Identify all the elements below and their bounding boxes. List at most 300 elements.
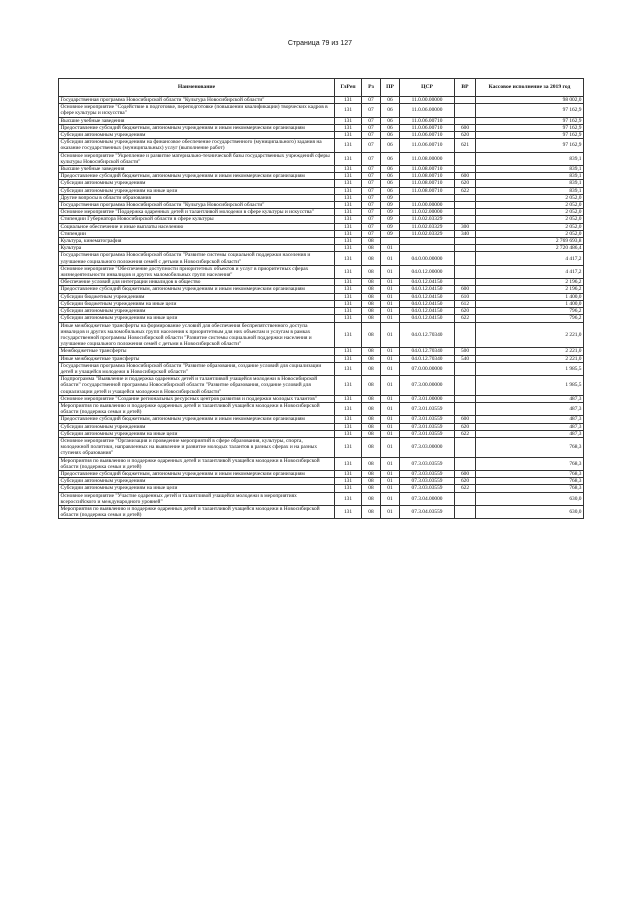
cell-amount: 2 221,0 (476, 322, 584, 348)
cell-grbs: 131 (335, 216, 362, 223)
cell-amount: 768,3 (476, 485, 584, 492)
cell-csr: 11.0.06.00710 (400, 132, 455, 139)
cell-name: Субсидии автономным учреждениям (59, 180, 335, 187)
cell-csr: 04.0.12.04150 (400, 293, 455, 300)
col-header-name: Наименование (59, 79, 335, 97)
cell-rz: 08 (362, 423, 381, 430)
cell-csr: 07.3.01.03559 (400, 416, 455, 423)
cell-grbs: 131 (335, 252, 362, 265)
table-row (59, 117, 584, 124)
cell-grbs: 131 (335, 265, 362, 278)
cell-grbs: 131 (335, 416, 362, 423)
cell-pr: 06 (381, 166, 400, 173)
cell-amount: 487,3 (476, 416, 584, 423)
table-row (59, 376, 584, 396)
cell-rz: 07 (362, 223, 381, 230)
cell-name: Межбюджетные трансферты (59, 348, 335, 355)
cell-vr (455, 202, 476, 209)
cell-csr: 04.0.12.70340 (400, 322, 455, 348)
cell-grbs: 131 (335, 209, 362, 216)
cell-pr: 06 (381, 180, 400, 187)
cell-grbs: 131 (335, 117, 362, 124)
cell-pr: 01 (381, 252, 400, 265)
cell-pr: 09 (381, 194, 400, 201)
table-row (59, 124, 584, 131)
cell-vr: 622 (455, 187, 476, 194)
cell-name: Основное мероприятие "Организация и проведение мероприятий в сфере образования, культуры, спорта, молодежной политики, направленных на выявление и развитие молодых талантов в разных сферах и на разных ступенях образования" (59, 437, 335, 457)
cell-vr (455, 117, 476, 124)
cell-csr: 04.0.00.00000 (400, 252, 455, 265)
cell-pr: 01 (381, 286, 400, 293)
cell-amount: 2 052,0 (476, 216, 584, 223)
cell-grbs: 131 (335, 293, 362, 300)
cell-grbs: 131 (335, 395, 362, 402)
cell-csr (400, 245, 455, 252)
cell-pr: 01 (381, 245, 400, 252)
cell-vr (455, 322, 476, 348)
cell-rz: 08 (362, 395, 381, 402)
cell-rz: 08 (362, 348, 381, 355)
cell-amount: 2 221,0 (476, 355, 584, 362)
cell-vr (455, 104, 476, 117)
table-row (59, 308, 584, 315)
cell-amount: 98 002,0 (476, 97, 584, 104)
cell-name: Мероприятия по выявлению и поддержке одаренных детей и талантливой учащейся молодежи в Новосибирской области (поддержка семьи и детей) (59, 457, 335, 470)
table-body (59, 97, 584, 519)
cell-name: Субсидии автономным учреждениям на иные цели (59, 430, 335, 437)
cell-pr: 01 (381, 315, 400, 322)
cell-vr: 620 (455, 478, 476, 485)
cell-pr: 01 (381, 322, 400, 348)
table-row (59, 457, 584, 470)
table-row (59, 152, 584, 165)
cell-name: Государственная программа Новосибирской области "Развитие системы социальной поддержки населения и улучшение социального положения семей с детьми в Новосибирской области" (59, 252, 335, 265)
cell-rz: 07 (362, 139, 381, 152)
cell-vr: 622 (455, 485, 476, 492)
cell-amount: 1 400,0 (476, 293, 584, 300)
cell-rz: 08 (362, 293, 381, 300)
table-row (59, 362, 584, 375)
cell-pr: 06 (381, 117, 400, 124)
cell-csr: 07.3.03.03559 (400, 485, 455, 492)
cell-name: Субсидии бюджетным учреждениям (59, 293, 335, 300)
table-row (59, 132, 584, 139)
cell-amount: 2 052,0 (476, 223, 584, 230)
cell-amount: 97 162,9 (476, 117, 584, 124)
cell-grbs: 131 (335, 315, 362, 322)
cell-csr: 11.0.06.00710 (400, 124, 455, 131)
cell-amount: 97 162,9 (476, 124, 584, 131)
cell-name: Основное мероприятие "Участие одаренных детей и талантливой учащейся молодежи в мероприятиях всероссийского и международного уровней" (59, 492, 335, 505)
cell-grbs: 131 (335, 152, 362, 165)
cell-rz: 07 (362, 132, 381, 139)
table-row (59, 355, 584, 362)
cell-name: Основное мероприятие "Содействие в подготовке, переподготовке (повышении квалификации) творческих кадров в сфере культуры и искусства" (59, 104, 335, 117)
cell-pr: 06 (381, 124, 400, 131)
cell-vr (455, 402, 476, 415)
budget-execution-table (58, 78, 584, 519)
cell-vr (455, 194, 476, 201)
cell-rz: 08 (362, 470, 381, 477)
table-row (59, 437, 584, 457)
cell-rz: 07 (362, 187, 381, 194)
cell-rz: 07 (362, 209, 381, 216)
cell-vr: 621 (455, 139, 476, 152)
cell-name: Другие вопросы в области образования (59, 194, 335, 201)
cell-rz: 08 (362, 286, 381, 293)
cell-name: Основное мероприятие "Обеспечение доступности приоритетных объектов и услуг в приоритетных сферах жизнедеятельности инвалидов и других маломобильных групп населения" (59, 265, 335, 278)
cell-amount: 839,1 (476, 166, 584, 173)
table-row (59, 187, 584, 194)
cell-csr: 11.0.06.00710 (400, 139, 455, 152)
cell-amount: 768,3 (476, 470, 584, 477)
cell-grbs: 131 (335, 492, 362, 505)
cell-vr: 600 (455, 470, 476, 477)
cell-grbs: 131 (335, 437, 362, 457)
cell-csr: 07.3.00.00000 (400, 376, 455, 396)
cell-name: Субсидии автономным учреждениям (59, 478, 335, 485)
cell-pr: 01 (381, 265, 400, 278)
cell-amount: 2 052,0 (476, 194, 584, 201)
table-row (59, 265, 584, 278)
cell-csr: 04.0.12.04150 (400, 300, 455, 307)
cell-grbs: 131 (335, 139, 362, 152)
cell-rz: 08 (362, 265, 381, 278)
table-row (59, 209, 584, 216)
cell-rz: 07 (362, 117, 381, 124)
cell-amount: 97 162,9 (476, 132, 584, 139)
cell-rz: 07 (362, 230, 381, 237)
cell-grbs: 131 (335, 457, 362, 470)
cell-pr: 01 (381, 505, 400, 518)
table-row (59, 322, 584, 348)
page-header: Страница 79 из 127 (287, 40, 353, 47)
cell-csr: 07.3.03.00000 (400, 437, 455, 457)
cell-vr: 600 (455, 124, 476, 131)
cell-amount: 1 985,5 (476, 376, 584, 396)
cell-amount: 2 221,0 (476, 348, 584, 355)
cell-amount: 796,2 (476, 308, 584, 315)
cell-pr: 01 (381, 478, 400, 485)
cell-grbs: 131 (335, 238, 362, 245)
cell-csr: 04.0.12.04150 (400, 286, 455, 293)
cell-rz: 08 (362, 478, 381, 485)
cell-amount: 2 196,2 (476, 286, 584, 293)
cell-amount: 2 052,0 (476, 209, 584, 216)
cell-vr (455, 279, 476, 286)
cell-csr: 07.0.00.00000 (400, 362, 455, 375)
table-row (59, 252, 584, 265)
cell-pr: 01 (381, 492, 400, 505)
cell-grbs: 131 (335, 104, 362, 117)
cell-rz: 08 (362, 376, 381, 396)
cell-rz: 07 (362, 173, 381, 180)
cell-rz: 08 (362, 485, 381, 492)
cell-grbs: 131 (335, 166, 362, 173)
cell-amount: 768,3 (476, 478, 584, 485)
cell-csr: 07.3.03.03559 (400, 470, 455, 477)
cell-vr (455, 265, 476, 278)
cell-pr: 01 (381, 437, 400, 457)
cell-grbs: 131 (335, 180, 362, 187)
cell-pr: 09 (381, 216, 400, 223)
cell-pr: 01 (381, 300, 400, 307)
cell-pr: 06 (381, 97, 400, 104)
cell-vr (455, 245, 476, 252)
cell-grbs: 131 (335, 322, 362, 348)
cell-rz: 08 (362, 252, 381, 265)
cell-csr: 07.3.01.03559 (400, 402, 455, 415)
cell-vr: 600 (455, 416, 476, 423)
cell-csr: 07.3.03.03559 (400, 478, 455, 485)
cell-name: Государственная программа Новосибирской области "Развитие образования, создание условий для социализации детей и учащейся молодежи в Новосибирской области" (59, 362, 335, 375)
cell-rz: 08 (362, 315, 381, 322)
cell-grbs: 131 (335, 362, 362, 375)
cell-name: Государственная программа Новосибирской области "Культура Новосибирской области" (59, 202, 335, 209)
cell-vr (455, 252, 476, 265)
cell-rz: 07 (362, 180, 381, 187)
table-row (59, 245, 584, 252)
cell-rz: 07 (362, 104, 381, 117)
cell-amount: 2 769 693,8 (476, 238, 584, 245)
cell-grbs: 131 (335, 423, 362, 430)
cell-pr: 01 (381, 376, 400, 396)
cell-vr (455, 152, 476, 165)
cell-rz: 08 (362, 308, 381, 315)
cell-grbs: 131 (335, 279, 362, 286)
col-header-pr: ПР (381, 79, 400, 97)
col-header-vr: ВР (455, 79, 476, 97)
cell-rz: 08 (362, 416, 381, 423)
cell-rz: 08 (362, 355, 381, 362)
cell-amount: 487,3 (476, 430, 584, 437)
cell-grbs: 131 (335, 308, 362, 315)
cell-pr: 01 (381, 485, 400, 492)
table-row (59, 485, 584, 492)
cell-amount: 487,3 (476, 395, 584, 402)
cell-rz: 07 (362, 216, 381, 223)
cell-amount: 4 417,2 (476, 252, 584, 265)
cell-amount: 487,3 (476, 402, 584, 415)
cell-amount: 4 417,2 (476, 265, 584, 278)
table-row (59, 423, 584, 430)
cell-pr (381, 238, 400, 245)
table-row (59, 492, 584, 505)
cell-name: Мероприятия по выявлению и поддержке одаренных детей и талантливой учащейся молодежи в Новосибирской области (поддержка семьи и детей) (59, 505, 335, 518)
col-header-csr: ЦСР (400, 79, 455, 97)
cell-rz: 08 (362, 238, 381, 245)
cell-name: Субсидии автономным учреждениям (59, 132, 335, 139)
cell-pr: 01 (381, 348, 400, 355)
cell-name: Субсидии автономным учреждениям на финансовое обеспечение государственного (муниципального) задания на оказание государственных (муниципальных) услуг (выполнение работ) (59, 139, 335, 152)
cell-vr (455, 216, 476, 223)
table-header-row (59, 79, 584, 97)
table-row (59, 430, 584, 437)
cell-pr: 01 (381, 355, 400, 362)
cell-rz: 07 (362, 97, 381, 104)
cell-csr (400, 194, 455, 201)
cell-csr: 11.0.02.03329 (400, 230, 455, 237)
cell-amount: 839,1 (476, 152, 584, 165)
table-row (59, 279, 584, 286)
cell-vr (455, 209, 476, 216)
cell-vr: 600 (455, 286, 476, 293)
cell-name: Предоставление субсидий бюджетным, автономным учреждениям и иным некоммерческим организациям (59, 173, 335, 180)
table-row (59, 230, 584, 237)
table-row (59, 395, 584, 402)
cell-rz: 08 (362, 430, 381, 437)
col-header-amount: Кассовое исполнение за 2019 год (476, 79, 584, 97)
cell-vr: 600 (455, 173, 476, 180)
cell-grbs: 131 (335, 173, 362, 180)
table-row (59, 238, 584, 245)
cell-pr: 06 (381, 152, 400, 165)
cell-pr: 01 (381, 470, 400, 477)
cell-rz: 08 (362, 245, 381, 252)
cell-vr (455, 437, 476, 457)
cell-csr: 11.0.08.00710 (400, 173, 455, 180)
cell-vr (455, 362, 476, 375)
cell-vr (455, 395, 476, 402)
cell-amount: 97 162,9 (476, 139, 584, 152)
cell-name: Субсидии автономным учреждениям на иные цели (59, 315, 335, 322)
cell-csr: 11.0.08.00710 (400, 180, 455, 187)
table-row (59, 180, 584, 187)
cell-grbs: 131 (335, 376, 362, 396)
cell-name: Культура (59, 245, 335, 252)
cell-csr: 11.0.00.00000 (400, 97, 455, 104)
cell-rz: 08 (362, 457, 381, 470)
cell-rz: 08 (362, 492, 381, 505)
cell-vr: 620 (455, 180, 476, 187)
cell-csr: 04.0.12.04150 (400, 279, 455, 286)
table-row (59, 478, 584, 485)
cell-name: Государственная программа Новосибирской области "Культура Новосибирской области" (59, 97, 335, 104)
cell-rz: 08 (362, 505, 381, 518)
cell-name: Подпрограмма "Выявление и поддержка одаренных детей и талантливой учащейся молодежи в Новосибирской области" государственной программы Новосибирской области "Развитие образования, создание условий для социализации детей и учащейся молодежи в Новосибирской области" (59, 376, 335, 396)
cell-grbs: 131 (335, 402, 362, 415)
cell-name: Предоставление субсидий бюджетным, автономным учреждениям и иным некоммерческим организациям (59, 416, 335, 423)
cell-vr: 620 (455, 132, 476, 139)
cell-csr: 11.0.08.00000 (400, 152, 455, 165)
cell-name: Предоставление субсидий бюджетным, автономным учреждениям и иным некоммерческим организациям (59, 286, 335, 293)
cell-rz: 07 (362, 166, 381, 173)
cell-name: Мероприятия по выявлению и поддержке одаренных детей и талантливой учащейся молодежи в Новосибирской области (поддержка семьи и детей) (59, 402, 335, 415)
cell-pr: 01 (381, 402, 400, 415)
table-row (59, 202, 584, 209)
cell-amount: 839,1 (476, 173, 584, 180)
col-header-rz: Рз (362, 79, 381, 97)
cell-csr: 04.0.12.04150 (400, 308, 455, 315)
cell-rz: 07 (362, 152, 381, 165)
cell-vr (455, 97, 476, 104)
table-row (59, 348, 584, 355)
cell-pr: 01 (381, 279, 400, 286)
cell-rz: 07 (362, 124, 381, 131)
cell-vr: 610 (455, 293, 476, 300)
cell-amount: 487,3 (476, 423, 584, 430)
cell-pr: 09 (381, 230, 400, 237)
cell-pr: 06 (381, 104, 400, 117)
cell-vr (455, 238, 476, 245)
cell-grbs: 131 (335, 97, 362, 104)
cell-rz: 07 (362, 194, 381, 201)
table-row (59, 315, 584, 322)
cell-csr: 07.3.01.03559 (400, 423, 455, 430)
cell-name: Субсидии автономным учреждениям (59, 308, 335, 315)
cell-grbs: 131 (335, 194, 362, 201)
cell-pr: 01 (381, 308, 400, 315)
cell-vr: 300 (455, 223, 476, 230)
cell-name: Высшие учебные заведения (59, 166, 335, 173)
cell-rz: 08 (362, 300, 381, 307)
cell-grbs: 131 (335, 470, 362, 477)
cell-grbs: 131 (335, 124, 362, 131)
cell-grbs: 131 (335, 187, 362, 194)
cell-pr: 09 (381, 223, 400, 230)
table-row (59, 139, 584, 152)
table-row (59, 300, 584, 307)
cell-csr: 07.3.01.03559 (400, 430, 455, 437)
cell-pr: 06 (381, 139, 400, 152)
cell-rz: 08 (362, 402, 381, 415)
table-row (59, 416, 584, 423)
cell-pr: 01 (381, 423, 400, 430)
cell-pr: 01 (381, 293, 400, 300)
cell-csr: 04.0.12.04150 (400, 315, 455, 322)
cell-name: Субсидии бюджетным учреждениям на иные цели (59, 300, 335, 307)
cell-pr: 09 (381, 209, 400, 216)
cell-name: Стипендии Губернатора Новосибирской области в сфере культуры (59, 216, 335, 223)
cell-pr: 01 (381, 416, 400, 423)
table-row (59, 223, 584, 230)
cell-name: Предоставление субсидий бюджетным, автономным учреждениям и иным некоммерческим организациям (59, 124, 335, 131)
table-row (59, 293, 584, 300)
cell-vr (455, 166, 476, 173)
cell-name: Обеспечение условий для интеграции инвалидов в общество (59, 279, 335, 286)
cell-vr: 540 (455, 355, 476, 362)
cell-csr: 11.0.02.03329 (400, 216, 455, 223)
cell-rz: 08 (362, 322, 381, 348)
table-row (59, 97, 584, 104)
cell-amount: 2 196,2 (476, 279, 584, 286)
cell-csr: 11.0.00.00000 (400, 202, 455, 209)
cell-amount: 630,0 (476, 505, 584, 518)
cell-vr: 620 (455, 308, 476, 315)
cell-amount: 2 052,0 (476, 230, 584, 237)
cell-name: Основное мероприятие "Поддержка одаренных детей и талантливой молодежи в сфере культуры и искусства" (59, 209, 335, 216)
cell-grbs: 131 (335, 348, 362, 355)
cell-grbs: 131 (335, 505, 362, 518)
col-header-grbs: ГлРеп (335, 79, 362, 97)
table-row (59, 470, 584, 477)
cell-grbs: 131 (335, 245, 362, 252)
cell-csr: 07.3.04.00000 (400, 492, 455, 505)
cell-vr: 612 (455, 300, 476, 307)
cell-amount: 1 400,0 (476, 300, 584, 307)
cell-grbs: 131 (335, 430, 362, 437)
cell-vr: 500 (455, 348, 476, 355)
cell-name: Основное мероприятие "Создание региональных ресурсных центров развития и поддержки молодых талантов" (59, 395, 335, 402)
cell-name: Стипендии (59, 230, 335, 237)
cell-csr: 04.0.12.70340 (400, 348, 455, 355)
cell-csr: 11.0.08.00710 (400, 166, 455, 173)
cell-amount: 630,0 (476, 492, 584, 505)
table-row (59, 104, 584, 117)
cell-pr: 01 (381, 395, 400, 402)
cell-pr: 06 (381, 173, 400, 180)
cell-name: Субсидии автономным учреждениям на иные цели (59, 187, 335, 194)
